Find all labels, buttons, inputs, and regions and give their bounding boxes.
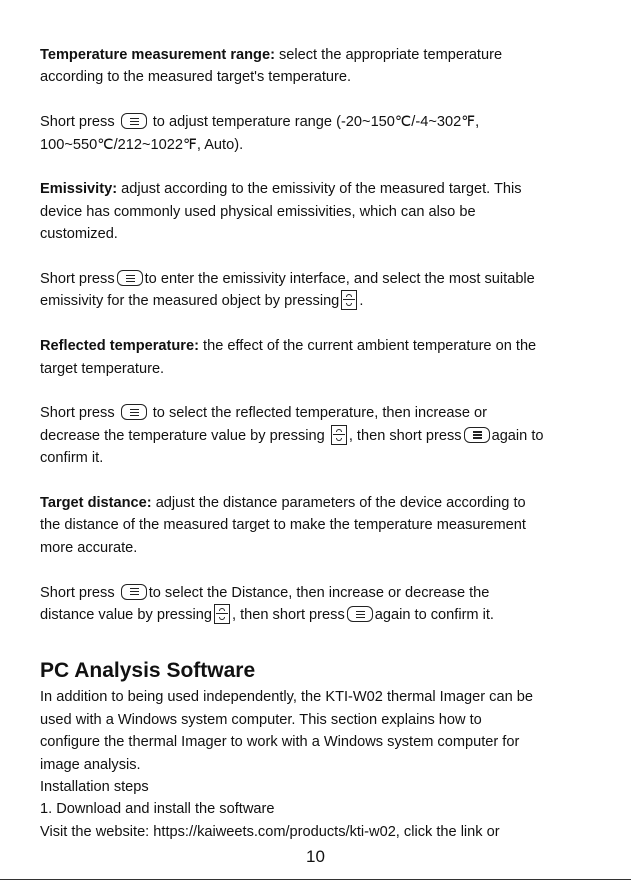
temp-range-line-2: according to the measured target's temperature. (40, 69, 352, 86)
up-down-button-icon (341, 290, 357, 310)
press-text: , then short press (348, 427, 462, 444)
visit-website: Visit the website: https://kaiweets.com/products/kti-w02, click the link or (40, 823, 500, 840)
page-number: 10 (306, 847, 325, 866)
menu-button-icon (464, 427, 490, 443)
emissivity-desc-1: adjust according to the emissivity of the measured target. This (117, 181, 522, 198)
section-heading: PC Analysis Software (40, 659, 256, 683)
temp-range-press-line-2: 100~550℃/212~1022℉, Auto). (40, 136, 244, 153)
installation-steps: Installation steps (40, 779, 149, 796)
press-text: Short press (40, 271, 115, 288)
press-text: Short press (40, 405, 115, 422)
emissivity-line-1 (40, 178, 592, 200)
distance-press-line-1 (40, 582, 592, 604)
temp-range-title: Temperature measurement range: (40, 47, 275, 63)
up-down-button-icon (331, 425, 347, 445)
reflected-title: Reflected temperature: (40, 338, 199, 355)
pc-para-line-1: In addition to being used independently, the KTI-W02 thermal Imager can be (40, 689, 533, 706)
pc-para-line-3: configure the thermal Imager to work with a Windows system computer for (40, 734, 520, 751)
distance-press-line-2 (40, 604, 592, 626)
emissivity-title: Emissivity: (40, 181, 118, 198)
press-text: , then short press (231, 607, 345, 624)
reflected-line-1 (40, 335, 592, 357)
press-text: Short press (40, 114, 115, 131)
menu-button-icon (347, 606, 373, 622)
temp-range-desc-1: select the appropriate temperature (274, 47, 503, 63)
emissivity-press-line-2 (40, 290, 592, 312)
reflected-press-line-1 (40, 402, 592, 424)
menu-button-icon (117, 270, 143, 286)
reflected-desc-1: the effect of the current ambient temperature on the (198, 338, 537, 355)
emissivity-line-3: customized. (40, 226, 118, 243)
distance-title: Target distance: (40, 495, 152, 512)
press-text: to adjust temperature range (-20~150℃/-4~302℉, (152, 114, 480, 131)
distance-line-1 (40, 492, 592, 514)
press-text: again to confirm it. (374, 607, 494, 624)
distance-line-2: the distance of the measured target to make the temperature measurement (40, 517, 526, 534)
emissivity-press-line-1 (40, 268, 592, 290)
temp-range-line-1 (40, 44, 592, 66)
footer-divider (0, 879, 631, 880)
distance-desc-1: adjust the distance parameters of the device according to (151, 495, 526, 512)
press-text: again to (491, 427, 544, 444)
reflected-press-line-3: confirm it. (40, 450, 104, 467)
manual-content (40, 44, 592, 843)
press-text: to enter the emissivity interface, and select the most suitable (144, 271, 535, 288)
press-text: to select the Distance, then increase or decrease the (148, 584, 490, 601)
up-down-button-icon (214, 604, 230, 624)
press-text: Short press (40, 584, 115, 601)
menu-button-icon (121, 404, 147, 420)
press-text: . (359, 293, 364, 310)
step-1: 1. Download and install the software (40, 801, 275, 818)
reflected-line-2: target temperature. (40, 360, 165, 377)
press-text: to select the reflected temperature, then increase or (152, 405, 487, 422)
distance-line-3: more accurate. (40, 539, 138, 556)
pc-para-line-2: used with a Windows system computer. This section explains how to (40, 711, 482, 728)
emissivity-line-2: device has commonly used physical emissivities, which can also be (40, 203, 476, 220)
press-text: distance value by pressing (40, 607, 212, 624)
pc-para-line-4: image analysis. (40, 756, 141, 773)
reflected-press-line-2 (40, 425, 592, 447)
press-text: decrease the temperature value by pressing (40, 427, 325, 444)
menu-button-icon (121, 113, 147, 129)
temp-range-press-line-1 (40, 111, 592, 133)
menu-button-icon (121, 584, 147, 600)
press-text: emissivity for the measured object by pressing (40, 293, 340, 310)
